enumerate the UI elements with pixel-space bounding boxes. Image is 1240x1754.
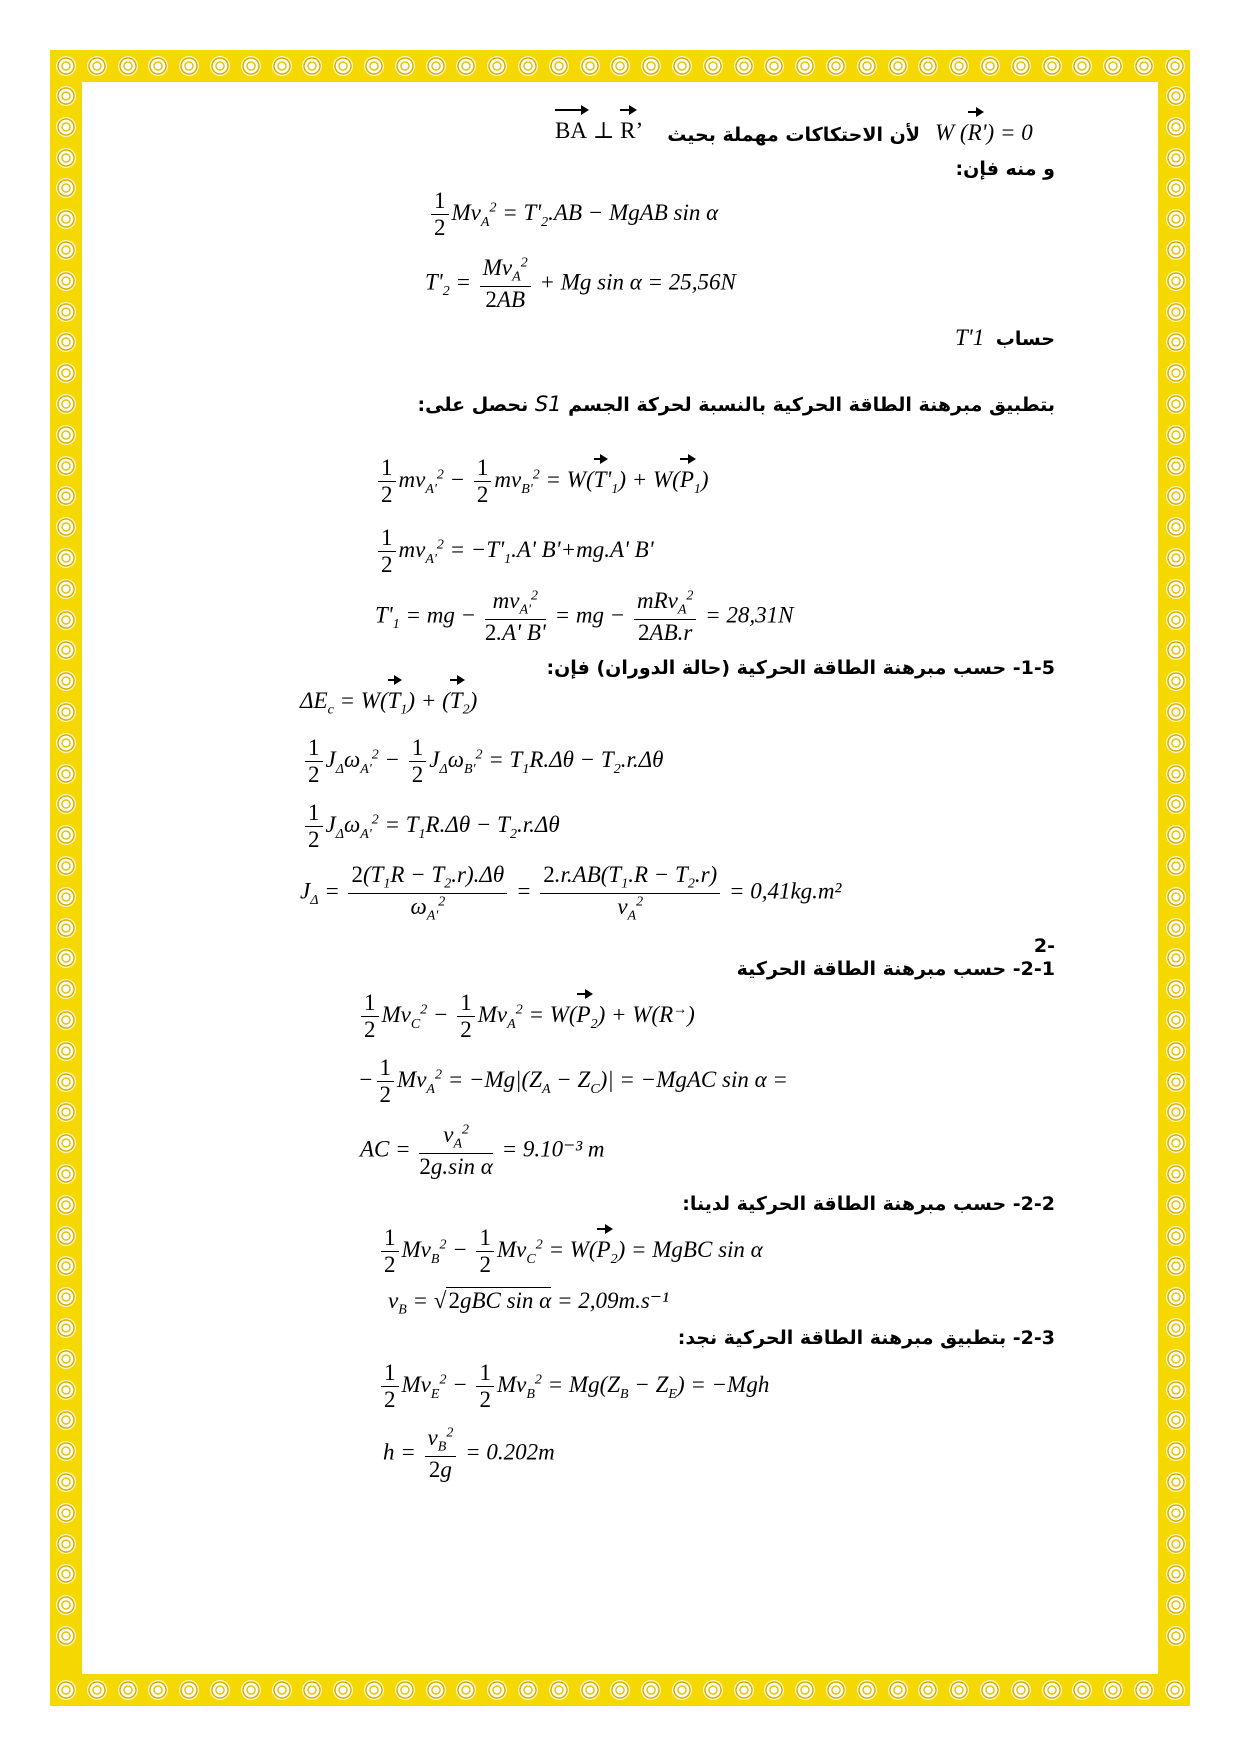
flower-icon xyxy=(56,1410,76,1430)
flower-icon xyxy=(1166,856,1186,876)
flower-icon xyxy=(456,1680,476,1700)
flower-icon xyxy=(56,456,76,476)
flower-icon xyxy=(580,1680,600,1700)
symbol-s1: S1 xyxy=(534,392,562,416)
flower-icon xyxy=(56,1318,76,1338)
flower-icon xyxy=(1166,1472,1186,1492)
flower-icon xyxy=(1166,486,1186,506)
flower-icon xyxy=(118,1680,138,1700)
flower-icon xyxy=(56,948,76,968)
flower-icon xyxy=(703,1680,723,1700)
flower-icon xyxy=(364,1680,384,1700)
flower-icon xyxy=(56,1133,76,1153)
equation-ac-value: AC = $\frac{v_A^2}{\text{2g.sin α}}$ = 9.10⁻³ m xyxy=(360,1122,605,1179)
flower-icon xyxy=(1166,1226,1186,1246)
flower-icon xyxy=(179,56,199,76)
flower-icon xyxy=(1166,1564,1186,1584)
flower-icon xyxy=(56,1626,76,1646)
flower-icon xyxy=(1165,1680,1185,1700)
equation-vb-value: $v_B = √2gBC$ sin α = 2,09m.s⁻¹ xyxy=(388,1288,669,1318)
flower-icon xyxy=(857,1680,877,1700)
flower-icon xyxy=(56,1534,76,1554)
equation-ac-work: − $\frac{1}{2}$ $Mv_A^2 = -Mg|(Z_A - Z_C)|$ = −MgAC sin α = xyxy=(358,1055,788,1108)
flower-icon xyxy=(395,56,415,76)
flower-icon xyxy=(56,702,76,722)
flower-icon xyxy=(826,1680,846,1700)
flower-icon xyxy=(56,764,76,784)
flower-icon xyxy=(1103,56,1123,76)
flower-icon xyxy=(56,1349,76,1369)
flower-icon xyxy=(1166,640,1186,660)
section-2-2-heading: 2-2- حسب مبرهنة الطاقة الحركية لدينا: xyxy=(682,1193,1055,1215)
flower-icon xyxy=(949,56,969,76)
flower-icon xyxy=(1166,1133,1186,1153)
flower-icon xyxy=(795,56,815,76)
work-reaction-zero: W (R ') = 0 xyxy=(935,120,1033,146)
flower-icon xyxy=(87,56,107,76)
flower-icon xyxy=(1166,302,1186,322)
flower-icon xyxy=(764,1680,784,1700)
flower-icon xyxy=(302,56,322,76)
flower-icon xyxy=(826,56,846,76)
flower-icon xyxy=(1166,394,1186,414)
flower-icon xyxy=(734,56,754,76)
flower-icon xyxy=(56,240,76,260)
flower-icon xyxy=(1166,1072,1186,1092)
equation-energy-t2: $\frac{1}{2}$ $Mv_A^2 = T'_2.AB$ − MgAB sin α xyxy=(428,188,718,242)
flower-icon xyxy=(1134,1680,1154,1700)
equation-delta-ec: $\Delta E_c = W(T$ $_1$) + (T $_2$) xyxy=(300,688,477,719)
equation-rotation-simplified: $\frac{1}{2}$ $J_\Delta\omega_{A'}^2 = T_1R.\Delta\theta - T_2.r.\Delta\theta$ xyxy=(302,800,560,854)
flower-icon xyxy=(1166,1380,1186,1400)
flower-icon xyxy=(764,56,784,76)
flower-icon xyxy=(210,56,230,76)
flower-icon xyxy=(1166,702,1186,722)
flower-icon xyxy=(1166,86,1186,106)
symbol-t1: T'1 xyxy=(955,325,985,350)
flower-icon xyxy=(1166,1256,1186,1276)
result-t2: = 25,56N xyxy=(647,269,736,295)
flower-icon xyxy=(1166,456,1186,476)
flower-icon xyxy=(56,1010,76,1030)
flower-icon xyxy=(1042,56,1062,76)
flower-icon xyxy=(1103,1680,1123,1700)
flower-icon xyxy=(56,548,76,568)
flower-icon xyxy=(56,918,76,938)
text-therefore: و منه فإن: xyxy=(955,158,1055,180)
flower-icon xyxy=(918,1680,938,1700)
equation-h-value: h = $\frac{v_B^2}{2g}$ = 0.202m xyxy=(383,1425,555,1482)
flower-icon xyxy=(1166,610,1186,630)
flower-icon xyxy=(333,56,353,76)
result-h: = 0.202m xyxy=(465,1439,555,1465)
flower-icon xyxy=(1166,948,1186,968)
section-1-5-heading: 1-5- حسب مبرهنة الطاقة الحركية (حالة الدوران) فإن: xyxy=(546,657,1055,679)
text-we-get: نحصل على: xyxy=(417,394,529,416)
flower-icon xyxy=(56,1164,76,1184)
flower-icon xyxy=(56,517,76,537)
flower-icon xyxy=(1166,579,1186,599)
flower-icon xyxy=(1166,1164,1186,1184)
flower-icon xyxy=(487,1680,507,1700)
flower-icon xyxy=(56,209,76,229)
flower-icon xyxy=(56,148,76,168)
flower-icon xyxy=(980,56,1000,76)
flower-icon xyxy=(56,794,76,814)
flower-icon xyxy=(56,178,76,198)
result-j: = 0,41kg.m² xyxy=(728,878,842,904)
flower-icon xyxy=(241,56,261,76)
flower-icon xyxy=(56,579,76,599)
flower-icon xyxy=(610,56,630,76)
flower-icon xyxy=(980,1680,1000,1700)
flower-icon xyxy=(1166,887,1186,907)
flower-icon xyxy=(395,1680,415,1700)
flower-icon xyxy=(364,56,384,76)
flower-icon xyxy=(1166,517,1186,537)
flower-icon xyxy=(1011,1680,1031,1700)
flower-icon xyxy=(1166,425,1186,445)
flower-icon xyxy=(1166,363,1186,383)
flower-icon xyxy=(610,1680,630,1700)
flower-icon xyxy=(56,1102,76,1122)
flower-icon xyxy=(56,640,76,660)
flower-icon xyxy=(1166,1195,1186,1215)
flower-icon xyxy=(1072,1680,1092,1700)
flower-icon xyxy=(888,1680,908,1700)
text-apply-theorem-s1 xyxy=(418,392,1055,416)
equation-t2-value: $T'_2$ = $Mv_A^2$ 2AB + Mg sin α = 25,56N xyxy=(425,255,736,312)
flower-icon xyxy=(56,271,76,291)
result-t1: = 28,31N xyxy=(705,602,794,628)
flower-icon xyxy=(1166,1287,1186,1307)
flower-icon xyxy=(1166,332,1186,352)
flower-icon xyxy=(56,1226,76,1246)
flower-icon xyxy=(118,56,138,76)
flower-icon xyxy=(148,56,168,76)
flower-icon xyxy=(56,979,76,999)
flower-icon xyxy=(672,1680,692,1700)
flower-icon xyxy=(1166,548,1186,568)
flower-icon xyxy=(56,486,76,506)
flower-icon xyxy=(87,1680,107,1700)
flower-icon xyxy=(1134,56,1154,76)
flower-icon xyxy=(56,1680,76,1700)
flower-icon xyxy=(1166,733,1186,753)
flower-icon xyxy=(56,1503,76,1523)
flower-icon xyxy=(426,56,446,76)
flower-icon xyxy=(918,56,938,76)
flower-icon xyxy=(1166,1626,1186,1646)
flower-icon xyxy=(148,1680,168,1700)
equation-moment-of-inertia: $J_\Delta$ = $\frac{2(T_1R - T_2.r).\Delta\theta}{\omega_{A'}^2}$ = $\frac{2.r.AB(T_1.R - T_2.r)}{v_A^2}$ = 0,41kg.m² xyxy=(300,862,842,924)
flower-icon xyxy=(1166,764,1186,784)
flower-icon xyxy=(56,1380,76,1400)
flower-icon xyxy=(56,302,76,322)
flower-icon xyxy=(1166,1595,1186,1615)
flower-icon xyxy=(949,1680,969,1700)
flower-icon xyxy=(1166,209,1186,229)
flower-icon xyxy=(56,825,76,845)
flower-icon xyxy=(210,1680,230,1700)
flower-icon xyxy=(1166,178,1186,198)
flower-icon xyxy=(56,1256,76,1276)
flower-icon xyxy=(56,425,76,445)
section-2-heading: -2 xyxy=(1033,935,1055,957)
flower-icon xyxy=(549,56,569,76)
flower-icon xyxy=(56,1195,76,1215)
flower-icon xyxy=(56,56,76,76)
equation-s1-work: $\frac{1}{2}$ $mv_{A'}^2 = -T'_1.A'$ B'+mg.A' B' xyxy=(375,525,654,579)
flower-icon xyxy=(518,1680,538,1700)
flower-icon xyxy=(56,117,76,137)
flower-icon xyxy=(888,56,908,76)
flower-icon xyxy=(1166,1318,1186,1338)
flower-icon xyxy=(703,56,723,76)
flower-icon xyxy=(56,1041,76,1061)
flower-icon xyxy=(1166,1534,1186,1554)
flower-icon xyxy=(795,1680,815,1700)
flower-icon xyxy=(56,610,76,630)
section-2-3-heading: 2-3- بتطبيق مبرهنة الطاقة الحركية نجد: xyxy=(677,1327,1055,1349)
flower-icon xyxy=(1166,825,1186,845)
flower-icon xyxy=(641,56,661,76)
equation-rotation-energy: $\frac{1}{2}$ $J_\Delta\omega_{A'}^2$ − $\frac{1}{2}$ $J_\Delta\omega_{B'}^2 = T_1R.\Delta\theta - T_2.r.\Delta\theta$ xyxy=(302,735,663,789)
flower-icon xyxy=(1166,1503,1186,1523)
flower-icon xyxy=(56,887,76,907)
flower-icon xyxy=(241,1680,261,1700)
text-apply-theorem: بتطبيق مبرهنة الطاقة الحركية بالنسبة لحركة الجسم xyxy=(568,394,1055,416)
text-compute: حساب xyxy=(995,328,1055,350)
flower-icon xyxy=(456,56,476,76)
flower-icon xyxy=(56,86,76,106)
flower-icon xyxy=(857,56,877,76)
flower-icon xyxy=(549,1680,569,1700)
flower-icon xyxy=(333,1680,353,1700)
flower-icon xyxy=(1166,240,1186,260)
flower-icon xyxy=(56,1287,76,1307)
text-frictions-negligible: لأن الاحتكاكات مهملة بحيث xyxy=(667,124,920,146)
flower-icon xyxy=(56,1072,76,1092)
flower-icon xyxy=(518,56,538,76)
result-ac: = 9.10⁻³ m xyxy=(501,1136,605,1162)
section-2-1-heading: 2-1- حسب مبرهنة الطاقة الحركية xyxy=(736,958,1055,980)
flower-icon xyxy=(1166,918,1186,938)
flower-icon xyxy=(56,332,76,352)
flower-icon xyxy=(56,1595,76,1615)
equation-energy-be: $\frac{1}{2}$ $Mv_E^2$ − $\frac{1}{2}$ $Mv_B^2 = Mg(Z_B - Z_E) = -Mgh$ xyxy=(378,1360,769,1414)
flower-icon xyxy=(580,56,600,76)
flower-icon xyxy=(179,1680,199,1700)
flower-icon xyxy=(1011,56,1031,76)
flower-icon xyxy=(1166,271,1186,291)
flower-icon xyxy=(1166,1410,1186,1430)
flower-icon xyxy=(1166,117,1186,137)
flower-icon xyxy=(1042,1680,1062,1700)
flower-icon xyxy=(272,1680,292,1700)
flower-icon xyxy=(641,1680,661,1700)
flower-icon xyxy=(56,856,76,876)
flower-icon xyxy=(1166,1349,1186,1369)
flower-icon xyxy=(1166,1010,1186,1030)
flower-icon xyxy=(56,394,76,414)
flower-icon xyxy=(1165,56,1185,76)
flower-icon xyxy=(56,1472,76,1492)
flower-icon xyxy=(56,671,76,691)
flower-icon xyxy=(487,56,507,76)
equation-energy-s1: $\frac{1}{2}$ $mv_{A'}^2$ − $\frac{1}{2}$ $mv_{B'}^2 = W(T$ '$_1) + W(P$ $_1$) xyxy=(375,455,709,509)
flower-icon xyxy=(56,1441,76,1461)
flower-icon xyxy=(56,733,76,753)
result-vb: = 2,09m.s⁻¹ xyxy=(557,1288,669,1313)
flower-icon xyxy=(734,1680,754,1700)
equation-energy-cb: $\frac{1}{2}$ $Mv_B^2$ − $\frac{1}{2}$ $Mv_C^2 = W(P$ $_2$) = MgBC sin α xyxy=(378,1225,763,1279)
perpendicular-vectors: BA ⊥ R ’ xyxy=(555,118,643,144)
equation-energy-ac: $\frac{1}{2}$ $Mv_C^2$ − $\frac{1}{2}$ $Mv_A^2 = W(P$ $_2$) + W(R→) xyxy=(358,990,695,1044)
flower-icon xyxy=(1166,1441,1186,1461)
equation-t1-value: $T'_1$ = mg − $mv_{A'}^2$ 2.A' B' = mg − mRv$_A^2$ 2AB.r = 28,31N xyxy=(375,588,794,645)
flower-icon xyxy=(272,56,292,76)
flower-icon xyxy=(302,1680,322,1700)
flower-icon xyxy=(672,56,692,76)
flower-icon xyxy=(1166,979,1186,999)
flower-icon xyxy=(56,1564,76,1584)
flower-icon xyxy=(1072,56,1092,76)
flower-icon xyxy=(1166,148,1186,168)
flower-icon xyxy=(1166,1041,1186,1061)
flower-icon xyxy=(1166,671,1186,691)
flower-icon xyxy=(426,1680,446,1700)
flower-icon xyxy=(1166,794,1186,814)
flower-icon xyxy=(56,363,76,383)
flower-icon xyxy=(1166,1102,1186,1122)
